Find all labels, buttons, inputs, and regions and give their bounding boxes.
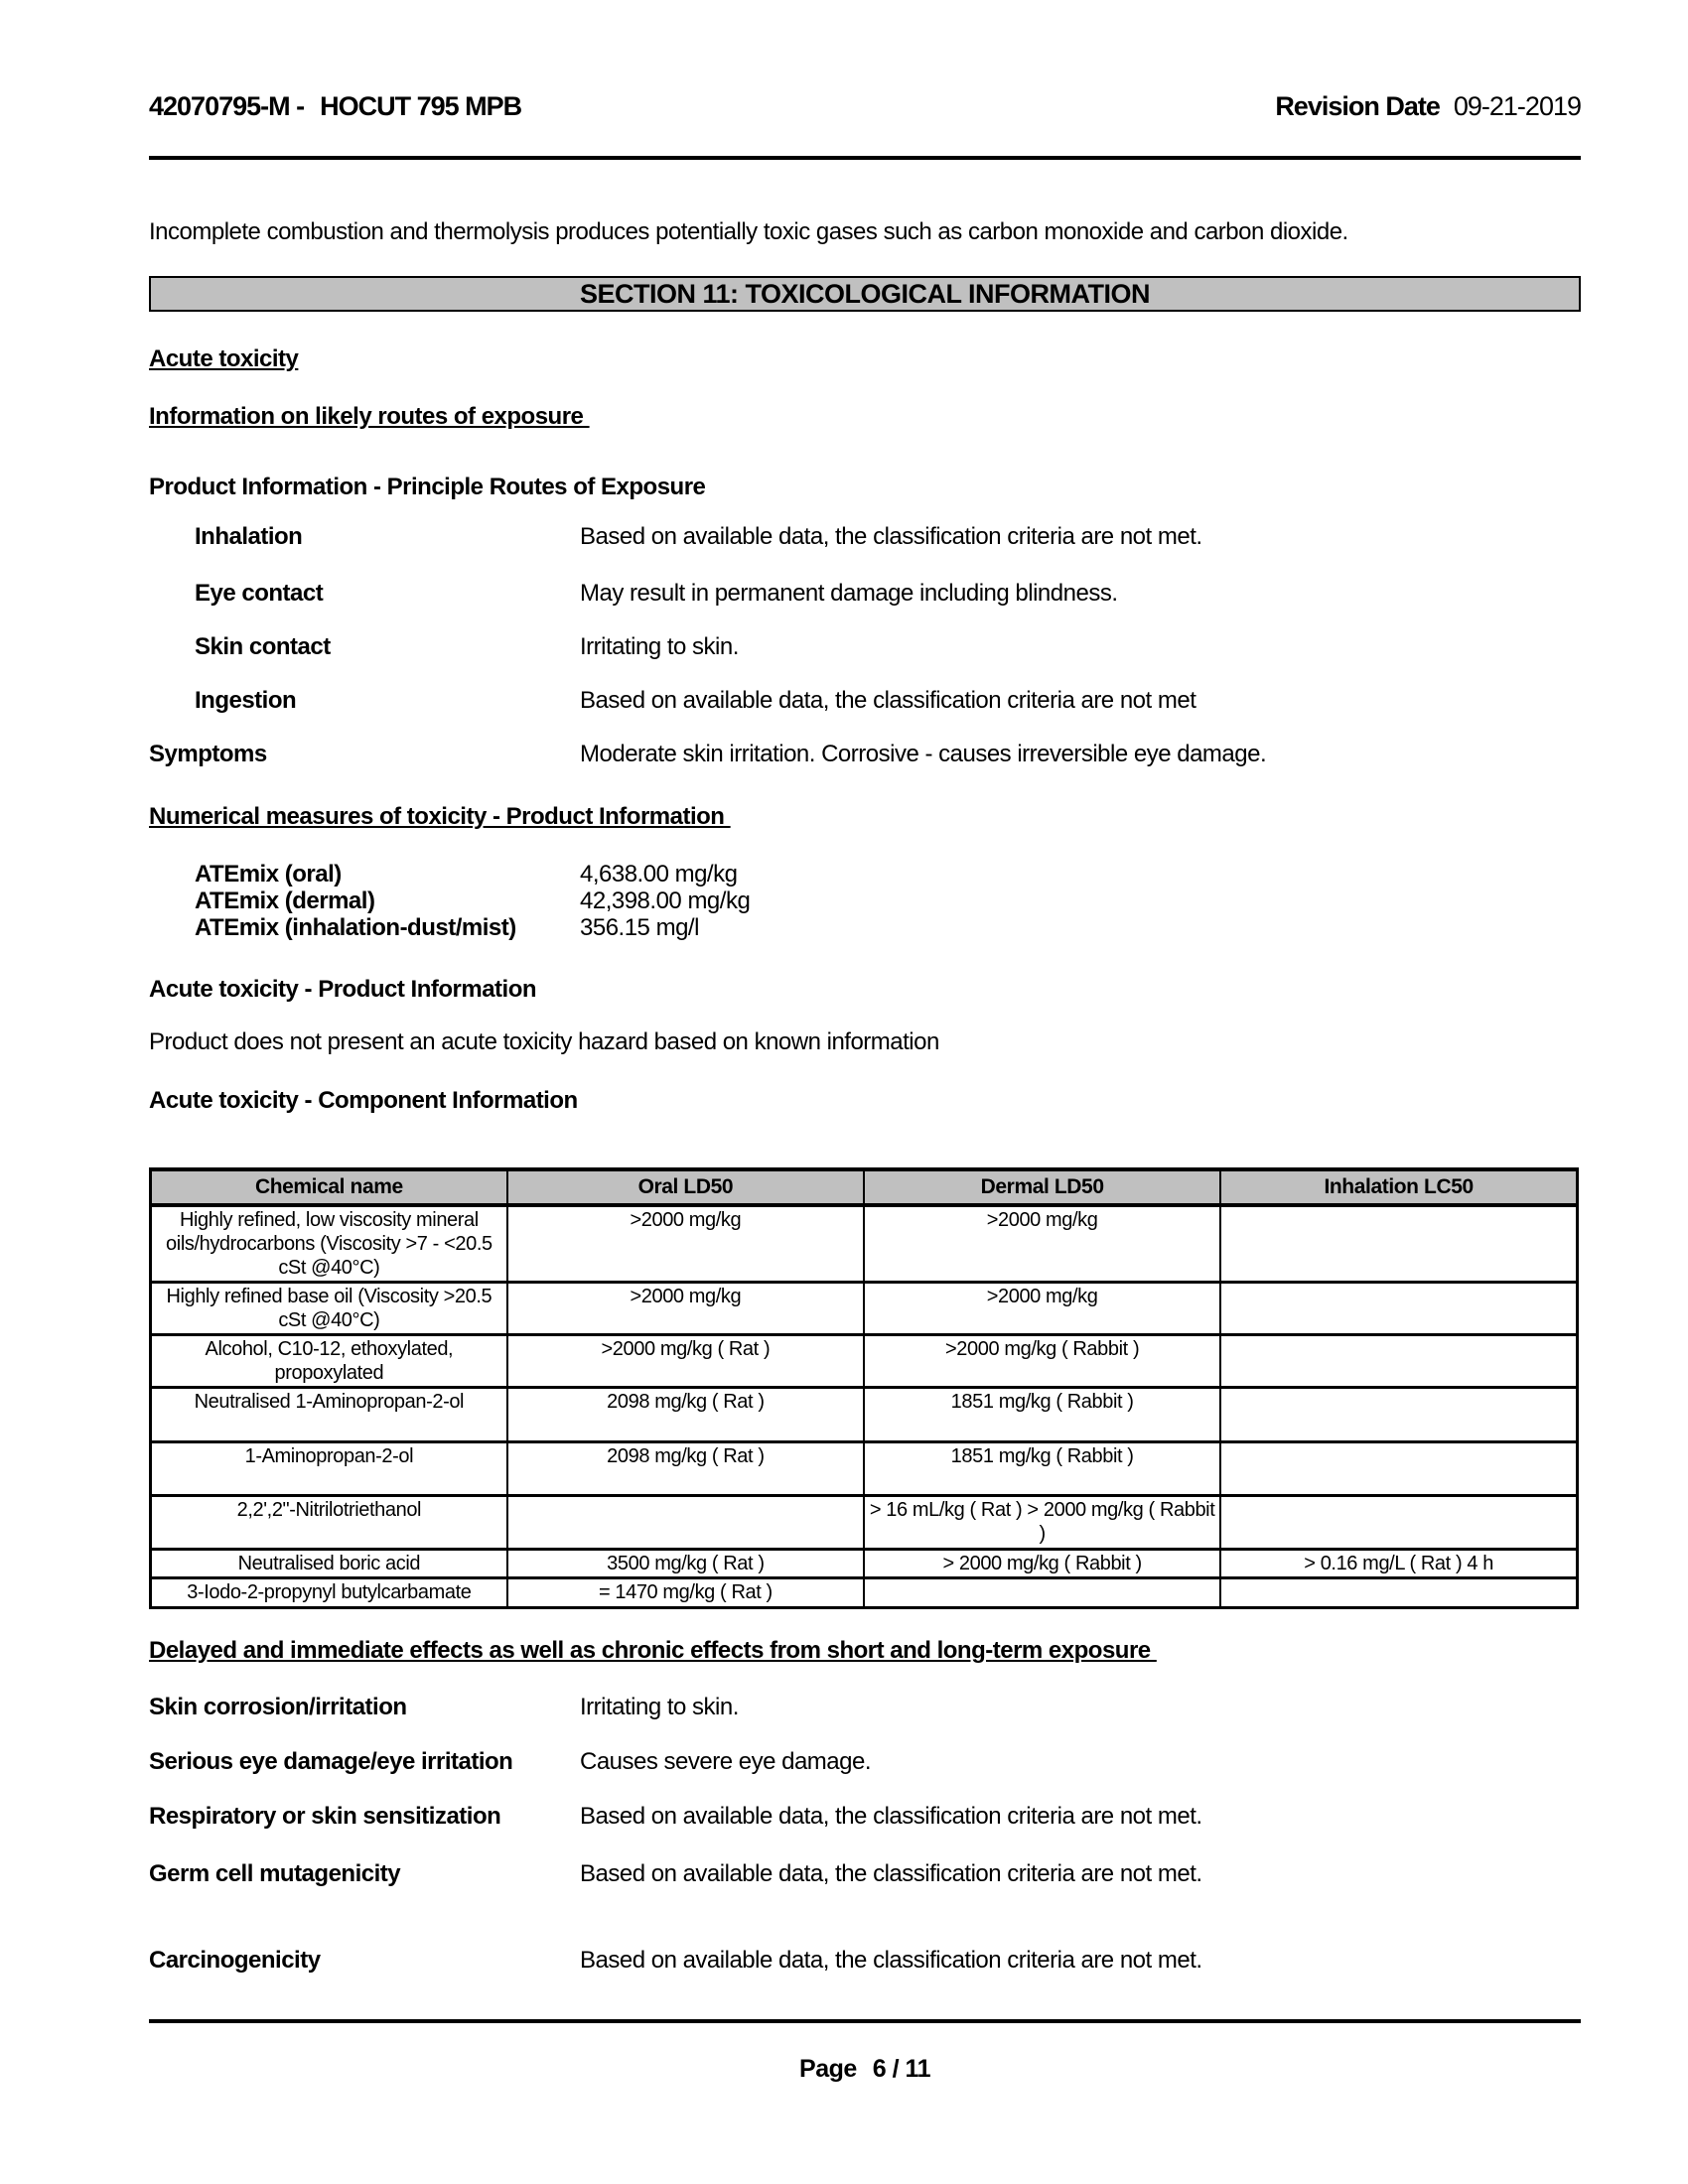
oral-ld50-cell: = 1470 mg/kg ( Rat ) [507,1578,864,1608]
route-label: Skin contact [195,633,331,660]
atemix-value: 356.15 mg/l [580,914,699,941]
symptoms-row [149,741,1581,767]
header-divider [149,156,1581,160]
revision-date-label: Revision Date [1275,91,1440,121]
dermal-ld50-cell: > 2000 mg/kg ( Rabbit ) [864,1550,1220,1578]
chronic-label: Germ cell mutagenicity [149,1860,401,1887]
chronic-row-germ-cell-mutagenicity [149,1860,1581,1887]
atemix-value: 42,398.00 mg/kg [580,887,751,914]
oral-ld50-cell: 2098 mg/kg ( Rat ) [507,1442,864,1496]
page-label: Page [799,2055,857,2083]
table-row [151,1442,1578,1496]
heading-acute-toxicity: Acute toxicity [149,345,299,372]
component-toxicity-table [149,1167,1579,1609]
col-header-inhalation-lc50: Inhalation LC50 [1220,1169,1577,1205]
col-header-dermal-ld50: Dermal LD50 [864,1169,1220,1205]
chemical-name-cell: 1-Aminopropan-2-ol [151,1442,507,1496]
atemix-label: ATEmix (inhalation-dust/mist) [195,914,516,941]
chronic-value: Causes severe eye damage. [580,1748,872,1775]
inhalation-lc50-cell [1220,1205,1577,1283]
page-header [149,91,1581,121]
inhalation-lc50-cell [1220,1283,1577,1335]
chronic-row-respiratory-sensitization [149,1803,1581,1830]
table-row [151,1578,1578,1608]
col-header-chemical-name: Chemical name [151,1169,507,1205]
oral-ld50-cell: >2000 mg/kg [507,1205,864,1283]
table-row [151,1550,1578,1578]
dermal-ld50-cell [864,1578,1220,1608]
chronic-label: Skin corrosion/irritation [149,1694,407,1720]
chemical-name-cell: Neutralised 1-Aminopropan-2-ol [151,1388,507,1442]
acute-product-statement: Product does not present an acute toxicity hazard based on known information [149,1028,939,1055]
heading-product-info-routes: Product Information - Principle Routes of Exposure [149,474,706,500]
table-row [151,1496,1578,1550]
atemix-row-inhalation [149,914,1581,941]
heading-acute-product: Acute toxicity - Product Information [149,976,537,1003]
chemical-name-cell: 3-Iodo-2-propynyl butylcarbamate [151,1578,507,1608]
atemix-row-dermal [149,887,1581,914]
chronic-row-serious-eye-damage [149,1748,1581,1775]
inhalation-lc50-cell [1220,1335,1577,1388]
table-header-row [151,1169,1578,1205]
oral-ld50-cell: >2000 mg/kg ( Rat ) [507,1335,864,1388]
route-row-ingestion [149,687,1581,714]
route-value: May result in permanent damage including blindness. [580,580,1118,607]
route-label: Eye contact [195,580,324,607]
chemical-name-cell: Neutralised boric acid [151,1550,507,1578]
heading-numerical-measures: Numerical measures of toxicity - Product Information [149,803,731,830]
symptoms-label: Symptoms [149,741,267,767]
product-name: HOCUT 795 MPB [320,91,522,121]
intro-paragraph: Incomplete combustion and thermolysis produces potentially toxic gases such as carbon monoxide and carbon dioxide. [149,218,1348,245]
chronic-value: Based on available data, the classification criteria are not met. [580,1860,1202,1887]
dermal-ld50-cell: >2000 mg/kg [864,1283,1220,1335]
table-row [151,1205,1578,1283]
table-row [151,1283,1578,1335]
atemix-row-oral [149,861,1581,887]
col-header-oral-ld50: Oral LD50 [507,1169,864,1205]
route-label: Inhalation [195,523,303,550]
component-toxicity-table-wrapper [149,1167,1579,1609]
heading-acute-component: Acute toxicity - Component Information [149,1087,578,1114]
footer-divider [149,2019,1581,2023]
oral-ld50-cell: 3500 mg/kg ( Rat ) [507,1550,864,1578]
page-footer [149,2055,1581,2084]
heading-info-routes: Information on likely routes of exposure [149,403,590,430]
chronic-value: Based on available data, the classification criteria are not met. [580,1947,1202,1974]
dermal-ld50-cell: > 16 mL/kg ( Rat ) > 2000 mg/kg ( Rabbit ) [864,1496,1220,1550]
chronic-value: Irritating to skin. [580,1694,739,1720]
document-id: 42070795-M - [149,91,305,121]
atemix-value: 4,638.00 mg/kg [580,861,738,887]
heading-delayed-effects: Delayed and immediate effects as well as chronic effects from short and long-term exposure [149,1637,1157,1664]
atemix-label: ATEmix (oral) [195,861,342,887]
chemical-name-cell: 2,2',2"-Nitrilotriethanol [151,1496,507,1550]
symptoms-value: Moderate skin irritation. Corrosive - causes irreversible eye damage. [580,741,1267,767]
chronic-value: Based on available data, the classification criteria are not met. [580,1803,1202,1830]
chemical-name-cell: Highly refined, low viscosity mineral oils/hydrocarbons (Viscosity >7 - <20.5 cSt @40°C) [151,1205,507,1283]
atemix-label: ATEmix (dermal) [195,887,375,914]
chronic-row-carcinogenicity [149,1947,1581,1974]
revision-block [1275,91,1581,121]
chronic-label: Respiratory or skin sensitization [149,1803,501,1830]
dermal-ld50-cell: 1851 mg/kg ( Rabbit ) [864,1442,1220,1496]
dermal-ld50-cell: >2000 mg/kg ( Rabbit ) [864,1335,1220,1388]
inhalation-lc50-cell [1220,1496,1577,1550]
inhalation-lc50-cell [1220,1442,1577,1496]
route-value: Based on available data, the classification criteria are not met [580,687,1196,714]
inhalation-lc50-cell: > 0.16 mg/L ( Rat ) 4 h [1220,1550,1577,1578]
route-label: Ingestion [195,687,297,714]
table-row [151,1388,1578,1442]
chronic-label: Carcinogenicity [149,1947,321,1974]
table-row [151,1335,1578,1388]
inhalation-lc50-cell [1220,1578,1577,1608]
chronic-row-skin-corrosion [149,1694,1581,1720]
dermal-ld50-cell: 1851 mg/kg ( Rabbit ) [864,1388,1220,1442]
oral-ld50-cell [507,1496,864,1550]
chronic-label: Serious eye damage/eye irritation [149,1748,513,1775]
document-title [149,91,521,121]
revision-date-value: 09-21-2019 [1453,91,1581,121]
oral-ld50-cell: >2000 mg/kg [507,1283,864,1335]
chemical-name-cell: Alcohol, C10-12, ethoxylated, propoxylated [151,1335,507,1388]
route-row-skin-contact [149,633,1581,660]
route-row-eye-contact [149,580,1581,607]
chemical-name-cell: Highly refined base oil (Viscosity >20.5 cSt @40°C) [151,1283,507,1335]
page-number: 6 / 11 [872,2055,930,2083]
section-title-bar: SECTION 11: TOXICOLOGICAL INFORMATION [149,276,1581,312]
route-value: Based on available data, the classification criteria are not met. [580,523,1202,550]
route-value: Irritating to skin. [580,633,739,660]
inhalation-lc50-cell [1220,1388,1577,1442]
dermal-ld50-cell: >2000 mg/kg [864,1205,1220,1283]
route-row-inhalation [149,523,1581,550]
atemix-block [149,861,1581,941]
oral-ld50-cell: 2098 mg/kg ( Rat ) [507,1388,864,1442]
